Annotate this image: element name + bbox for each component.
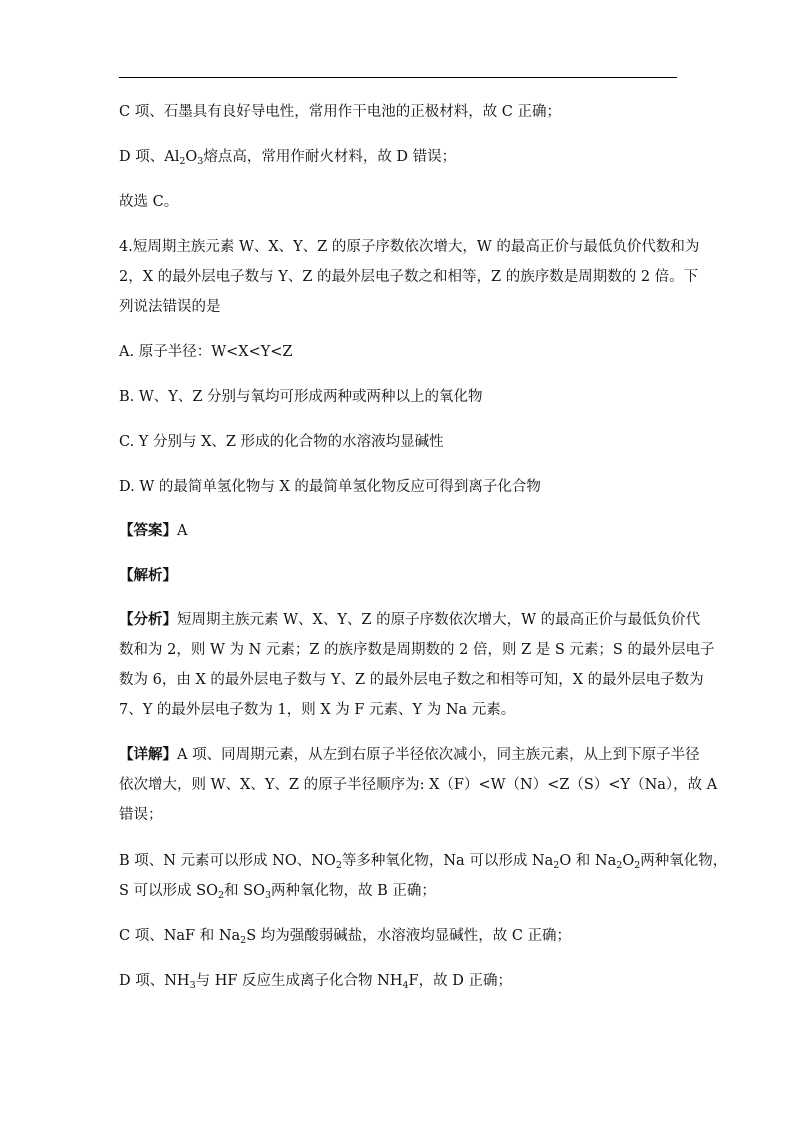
detail-line: B 项、N 元素可以形成 NO、$NO_2$等多种氧化物，Na 可以形成 $Na_2O$ 和 $Na_2O_2$两种氧化物，: [119, 853, 728, 871]
analysis-line: 数和为 2，则 W 为 N 元素；Z 的族序数是周期数的 2 倍，则 Z 是 S 元素；S 的最外层电子: [119, 642, 715, 658]
paragraph-line: 故选 C。: [119, 194, 179, 210]
question-stem: 列说法错误的是: [119, 299, 221, 315]
analysis-line: 【分析】短周期主族元素 W、X、Y、Z 的原子序数依次增大，W 的最高正价与最低负价代: [119, 611, 701, 628]
option-b: B. W、Y、Z 分别与氧均可形成两种或两种以上的氧化物: [119, 389, 483, 405]
analysis-heading: 【解析】: [119, 567, 177, 584]
paragraph-line: C 项、石墨具有良好导电性，常用作干电池的正极材料，故 C 正确；: [119, 104, 562, 120]
detail-line: C 项、NaF 和 $Na_2S$ 均为强酸弱碱盐，水溶液均显碱性，故 C 正确；: [119, 928, 572, 946]
option-a: A. 原子半径：W<X<Y<Z: [119, 344, 293, 360]
detail-line: 【详解】A 项、同周期元素，从左到右原子半径依次减小，同主族元素，从上到下原子半径: [119, 746, 700, 763]
question-stem: 4.短周期主族元素 W、X、Y、Z 的原子序数依次增大，W 的最高正价与最低负价代数和为: [119, 239, 700, 255]
detail-line: D 项、$NH_3$与 HF 反应生成离子化合物 $NH_4F$，故 D 正确；: [119, 973, 512, 991]
header-rule: [119, 77, 677, 78]
answer-line: 【答案】A: [119, 522, 188, 539]
analysis-line: 数为 6，由 X 的最外层电子数与 Y、Z 的最外层电子数之和相等可知，X 的最外层电子数为: [119, 672, 704, 688]
detail-line: 错误；: [119, 807, 163, 823]
option-c: C. Y 分别与 X、Z 形成的化合物的水溶液均显碱性: [119, 434, 444, 450]
detail-line: S 可以形成 $SO_2$和 $SO_3$两种氧化物，故 B 正确；: [119, 883, 436, 901]
paragraph-line: D 项、$Al_2O_3$熔点高，常用作耐火材料，故 D 错误；: [119, 149, 457, 167]
option-d: D. W 的最简单氢化物与 X 的最简单氢化物反应可得到离子化合物: [119, 479, 541, 495]
analysis-line: 7、Y 的最外层电子数为 1，则 X 为 F 元素、Y 为 Na 元素。: [119, 702, 516, 718]
question-stem: 2，X 的最外层电子数与 Y、Z 的最外层电子数之和相等，Z 的族序数是周期数的 2 倍。下: [119, 269, 699, 285]
detail-line: 依次增大，则 W、X、Y、Z 的原子半径顺序为: X（F）<W（N）<Z（S）<Y（Na），故 A: [119, 777, 718, 793]
